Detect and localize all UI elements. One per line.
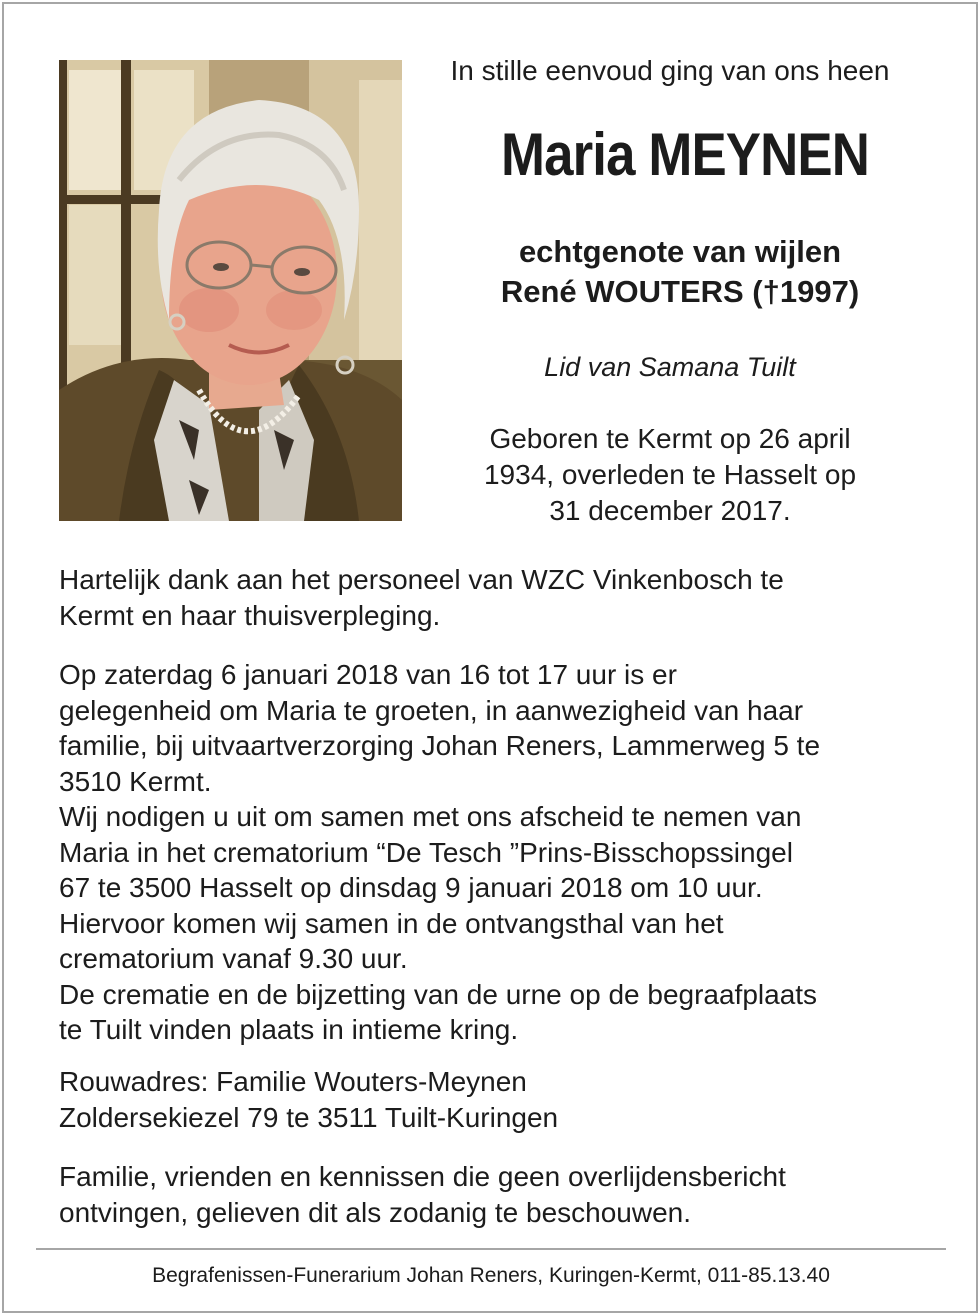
text-line: gelegenheid om Maria te groeten, in aanwezigheid van haar bbox=[59, 694, 804, 726]
portrait-photo bbox=[59, 60, 402, 521]
text-line: Op zaterdag 6 januari 2018 van 16 tot 17 uur is er bbox=[59, 659, 677, 690]
text-line: Rouwadres: Familie Wouters-Meynen bbox=[59, 1066, 527, 1097]
text-line: De crematie en de bijzetting van de urne op de begraafplaats bbox=[59, 978, 818, 1010]
funeral-home-footer: Begrafenissen-Funerarium Johan Reners, Kuringen-Kermt, 011-85.13.40 bbox=[152, 1264, 830, 1287]
thanks-paragraph bbox=[59, 562, 929, 633]
text-line: familie, bij uitvaartverzorging Johan Reners, Lammerweg 5 te bbox=[59, 730, 821, 761]
text-line: Maria in het crematorium “De Tesch ”Prins-Bisschopssingel bbox=[59, 836, 793, 868]
deceased-name: Maria MEYNEN bbox=[501, 121, 869, 188]
ceremony-paragraph bbox=[59, 657, 929, 1048]
text-line: Hartelijk dank aan het personeel van WZC Vinkenbosch te bbox=[59, 564, 784, 595]
text-line: Familie, vrienden en kennissen die geen overlijdensbericht bbox=[59, 1161, 786, 1192]
birth-death-info bbox=[420, 421, 920, 529]
text-line: Hiervoor komen wij samen in de ontvangsthal van het bbox=[59, 907, 724, 939]
text-line: Wij nodigen u uit om samen met ons afscheid te nemen van bbox=[59, 801, 802, 832]
text-line: crematorium vanaf 9.30 uur. bbox=[59, 943, 408, 974]
text-line: 3510 Kermt. bbox=[59, 765, 212, 797]
text-line: te Tuilt vinden plaats in intieme kring. bbox=[59, 1014, 519, 1045]
text-line: Zoldersekiezel 79 te 3511 Tuilt-Kuringen bbox=[59, 1101, 559, 1133]
text-line: 67 te 3500 Hasselt op dinsdag 9 januari 2018 om 10 uur. bbox=[59, 872, 763, 903]
footer-divider bbox=[36, 1248, 946, 1250]
spouse-name: René WOUTERS (†1997) bbox=[500, 274, 860, 309]
birth-line: 31 december 2017. bbox=[549, 495, 791, 526]
birth-line: 1934, overleden te Hasselt op bbox=[483, 459, 857, 490]
membership-line: Lid van Samana Tuilt bbox=[544, 352, 796, 382]
mourning-address bbox=[59, 1064, 929, 1135]
closing-paragraph bbox=[59, 1159, 929, 1230]
birth-line: Geboren te Kermt op 26 april bbox=[489, 423, 851, 454]
text-line: Kermt en haar thuisverpleging. bbox=[59, 599, 441, 631]
intro-line: In stille eenvoud ging van ons heen bbox=[450, 55, 890, 86]
spouse-line: echtgenote van wijlen bbox=[518, 234, 842, 269]
spouse-block bbox=[430, 232, 930, 312]
text-line: ontvingen, gelieven dit als zodanig te beschouwen. bbox=[59, 1196, 691, 1228]
